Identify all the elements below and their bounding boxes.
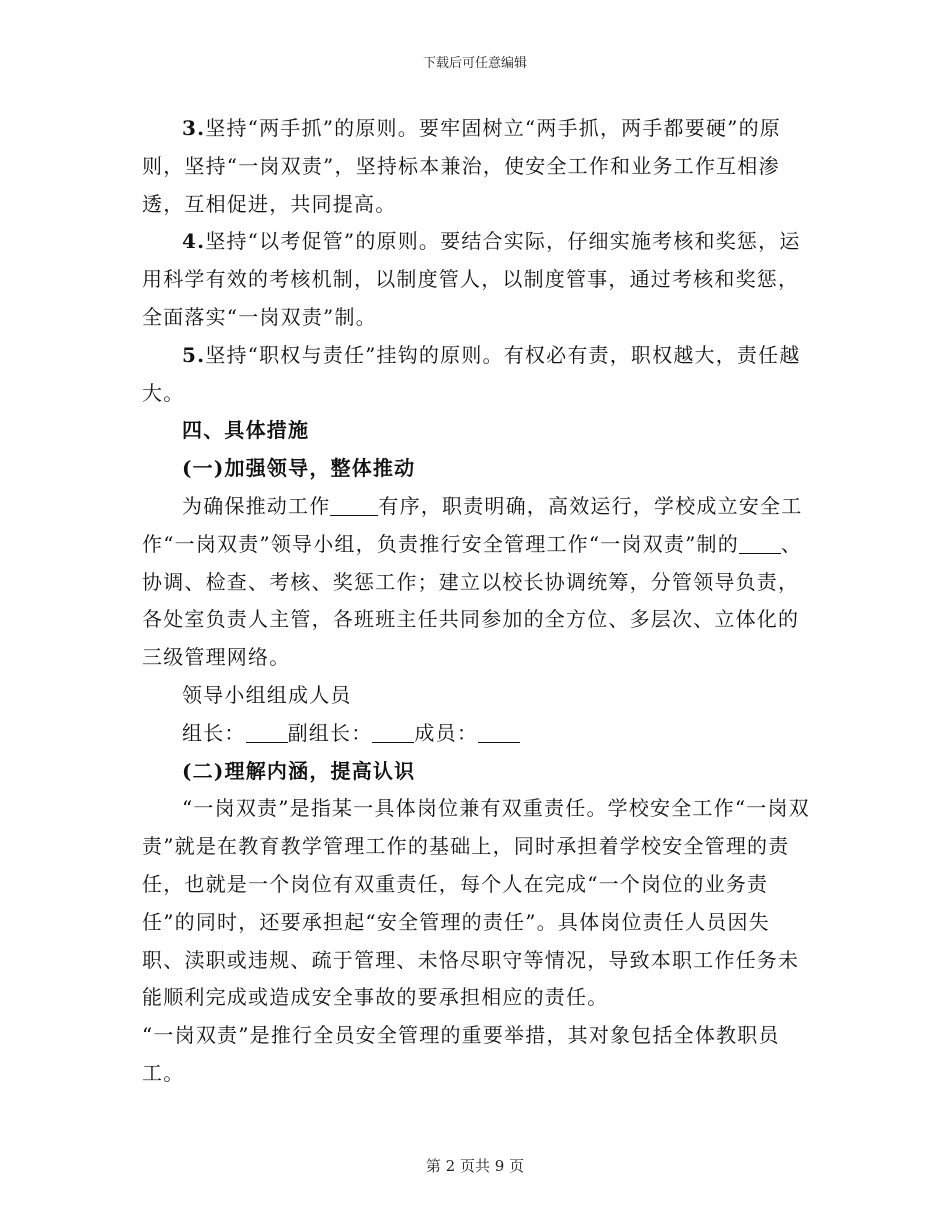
paragraph-text: 坚持“以考促管”的原则。要结合实际，仔细实施考核和奖惩，运用科学有效的考核机制，以制度管人，以制度管事，通过考核和奖惩，全面落实“一岗双责”制。 [142,229,801,329]
vice-leader-blank [372,722,414,743]
subsection-heading-1: (一)加强领导，整体推动 [182,456,416,481]
page-header-note: 下载后可任意编辑 [422,56,527,71]
paragraph-text: 坚持“两手抓”的原则。要牢固树立“两手抓，两手都要硬”的原则，坚持“一岗双责”，坚持标本兼治，使安全工作和业务工作互相渗透，互相促进，共同提高。 [142,116,781,216]
paragraph-text: 、协调、检查、考核、奖惩工作；建立以校长协调统筹，分管领导负责，各处室负责人主管，各班班主任共同参加的全方位、多层次、立体化的三级管理网络。 [142,531,803,670]
leader-blank [246,722,288,743]
fill-in-blank [330,495,378,516]
members-line [142,715,812,753]
members-title: 领导小组组成人员 [182,682,352,707]
item-number: 5. [182,342,206,367]
member-blank [478,722,520,743]
paragraph-text: 坚持“职权与责任”挂钩的原则。有权必有责，职权越大，责任越大。 [142,342,801,405]
vice-leader-label: 副组长： [287,720,373,745]
section-heading: 四、具体措施 [182,418,310,443]
principle-paragraph-5 [142,337,812,413]
item-number: 4. [182,229,206,254]
member-label: 成员： [414,720,479,745]
paragraph-text: “一岗双责”是推行全员安全管理的重要举措，其对象包括全体教职员工。 [142,1023,780,1085]
leader-label: 组长： [182,720,246,745]
connotation-paragraph [142,790,812,1017]
paragraph-text: “一岗双责”是指某一具体岗位兼有双重责任。学校安全工作“一岗双责”就是在教育教学管理工作的基础上，同时承担着学校安全管理的责任，也就是一个岗位有双重责任，每个人在完成“一个岗位的业务责任”的同时，还要承担起“安全管理的责任”。具体岗位责任人员因失职、渎职或违规、疏于管理、未恪尽职守等情况，导致本职工作任务未能顺利完成或造成安全事故的要承担相应的责任。 [142,796,810,1010]
document-body [142,110,812,1093]
page-footer-number: 第 2 页共 9 页 [425,1157,525,1175]
principle-paragraph-3 [142,110,812,223]
principle-paragraph-4 [142,223,812,336]
paragraph-text: 有序，职责明确，高效运行，学校成立安全工作“一岗双责”领导小组，负责推行安全管理工作“一岗双责”制的 [142,493,803,556]
paragraph-text: 为确保推动工作 [182,493,331,518]
leadership-paragraph [142,488,812,677]
subsection-heading-2: (二)理解内涵，提高认识 [182,758,416,783]
item-number: 3. [182,116,206,140]
fill-in-blank [739,533,781,554]
scope-paragraph [142,1017,812,1093]
